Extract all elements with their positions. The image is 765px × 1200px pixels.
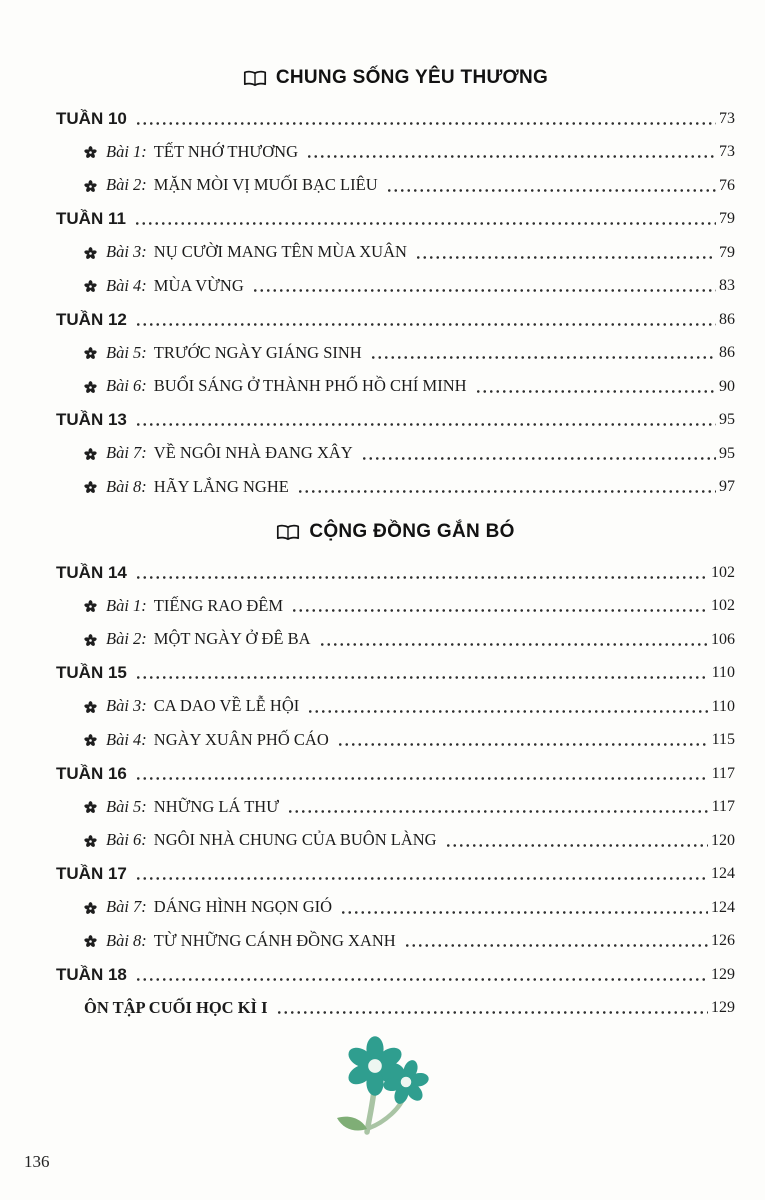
toc-lesson-row <box>56 820 735 854</box>
entry-page-number: 97 <box>719 478 735 495</box>
dot-leader <box>361 456 716 461</box>
entry-page-number: 95 <box>719 411 735 428</box>
toc-lesson-row <box>56 333 735 367</box>
lesson-prefix: Bài 6: <box>106 376 147 395</box>
entry-page-number: 79 <box>719 210 735 227</box>
dot-leader <box>135 776 709 781</box>
week-label: TUẦN 16 <box>56 763 127 783</box>
lesson-prefix: Bài 8: <box>106 476 147 496</box>
flower-bullet-icon <box>84 146 97 159</box>
week-label: TUẦN 13 <box>56 410 127 429</box>
dot-leader <box>291 608 708 613</box>
toc-week-row <box>56 400 735 434</box>
flower-bullet-icon <box>84 448 97 461</box>
dot-leader <box>252 288 716 293</box>
toc-lesson-row <box>56 720 735 754</box>
lesson-title: MÙA VỪNG <box>153 275 244 295</box>
toc-lesson-row <box>56 921 735 955</box>
lesson-title: MỘT NGÀY Ở ĐÊ BA <box>153 629 311 648</box>
toc-week-row <box>56 854 735 888</box>
toc-week-row <box>56 299 735 333</box>
entry-page-number: 117 <box>711 798 735 815</box>
lesson-prefix: Bài 7: <box>106 443 147 462</box>
week-label: TUẦN 15 <box>56 663 127 682</box>
dot-leader <box>297 489 716 494</box>
flower-decoration-graphic <box>323 1032 443 1137</box>
dot-leader <box>340 910 708 915</box>
flower-bullet-icon <box>84 347 97 360</box>
week-label: TUẦN 17 <box>56 864 127 883</box>
entry-page-number: 73 <box>719 109 735 127</box>
lesson-title: CA DAO VỀ LỄ HỘI <box>153 696 300 715</box>
toc-lesson-row <box>56 988 735 1022</box>
lesson-title: NỤ CƯỜI MANG TÊN MÙA XUÂN <box>153 242 407 261</box>
dot-leader <box>135 575 708 580</box>
dot-leader <box>337 742 709 747</box>
section-title <box>56 58 735 98</box>
entry-page-number: 115 <box>711 731 735 748</box>
entry-page-number: 124 <box>711 898 735 916</box>
lesson-title: TRƯỚC NGÀY GIÁNG SINH <box>153 342 362 362</box>
dot-leader <box>319 642 708 647</box>
entry-page-number: 110 <box>711 664 735 681</box>
flower-bullet-icon <box>84 634 97 647</box>
lesson-prefix: Bài 4: <box>106 729 147 749</box>
entry-page-number: 117 <box>711 764 735 782</box>
toc-lesson-row <box>56 619 735 653</box>
lesson-prefix: Bài 7: <box>106 897 147 916</box>
entry-page-number: 126 <box>711 932 735 949</box>
entry-page-number: 129 <box>711 965 735 983</box>
open-book-icon <box>243 70 267 87</box>
dot-leader <box>135 675 709 680</box>
dot-leader <box>370 355 716 360</box>
flower-bullet-icon <box>84 935 97 948</box>
week-label: TUẦN 18 <box>56 964 127 984</box>
flower-decoration <box>323 1032 443 1137</box>
toc-lesson-row <box>56 787 735 821</box>
flower-bullet-icon <box>84 247 97 260</box>
toc-week-row <box>56 552 735 586</box>
flower-bullet-icon <box>84 701 97 714</box>
flower-bullet-icon <box>84 734 97 747</box>
lesson-prefix: Bài 1: <box>106 141 147 161</box>
toc-lesson-row <box>56 887 735 921</box>
lesson-prefix: Bài 2: <box>106 175 147 194</box>
entry-page-number: 106 <box>711 630 735 648</box>
entry-title: ÔN TẬP CUỐI HỌC KÌ I <box>84 997 268 1017</box>
flower-bullet-icon <box>84 381 97 394</box>
toc-lesson-row <box>56 366 735 400</box>
toc-lesson-row <box>56 232 735 266</box>
lesson-prefix: Bài 5: <box>106 796 147 816</box>
dot-leader <box>135 876 708 881</box>
flower-bullet-icon <box>84 835 97 848</box>
lesson-prefix: Bài 2: <box>106 629 147 648</box>
toc-week-row <box>56 954 735 988</box>
dot-leader <box>386 188 716 193</box>
table-of-contents <box>56 58 735 1021</box>
flower-bullet-icon <box>84 902 97 915</box>
flower-bullet-icon <box>84 481 97 494</box>
lesson-title: NGÔI NHÀ CHUNG CỦA BUÔN LÀNG <box>153 830 437 849</box>
lesson-title: BUỔI SÁNG Ở THÀNH PHỐ HỒ CHÍ MINH <box>153 376 467 395</box>
flower-bullet-icon <box>84 801 97 814</box>
toc-week-row <box>56 199 735 233</box>
lesson-title: HÃY LẮNG NGHE <box>153 476 289 496</box>
flower-bullet-icon <box>84 280 97 293</box>
entry-page-number: 86 <box>719 344 735 361</box>
toc-lesson-row <box>56 586 735 620</box>
flower-bullet-icon <box>84 600 97 613</box>
dot-leader <box>135 422 716 427</box>
lesson-title: MẶN MÒI VỊ MUỐI BẠC LIÊU <box>153 175 378 194</box>
toc-lesson-row <box>56 266 735 300</box>
dot-leader <box>134 221 716 226</box>
week-label: TUẦN 10 <box>56 108 127 128</box>
entry-page-number: 79 <box>719 243 735 261</box>
section-title-text: CHUNG SỐNG YÊU THƯƠNG <box>275 67 549 88</box>
entry-page-number: 90 <box>719 377 735 395</box>
lesson-title: TẾT NHỚ THƯƠNG <box>153 141 298 161</box>
lesson-title: DÁNG HÌNH NGỌN GIÓ <box>153 897 333 916</box>
dot-leader <box>276 1010 708 1015</box>
lesson-prefix: Bài 1: <box>106 595 147 615</box>
entry-page-number: 102 <box>711 563 735 581</box>
toc-lesson-row <box>56 165 735 199</box>
dot-leader <box>415 255 716 260</box>
entry-page-number: 73 <box>719 143 735 160</box>
entry-page-number: 102 <box>711 597 735 614</box>
dot-leader <box>135 121 716 126</box>
lesson-prefix: Bài 3: <box>106 242 147 261</box>
lesson-title: NGÀY XUÂN PHỐ CÁO <box>153 729 329 749</box>
lesson-title: TIẾNG RAO ĐÊM <box>153 595 284 615</box>
week-label: TUẦN 11 <box>56 209 126 228</box>
lesson-prefix: Bài 3: <box>106 696 147 715</box>
entry-page-number: 124 <box>711 865 735 882</box>
entry-page-number: 83 <box>719 277 735 294</box>
toc-lesson-row <box>56 433 735 467</box>
lesson-title: NHỮNG LÁ THƯ <box>153 796 280 816</box>
dot-leader <box>135 977 708 982</box>
toc-lesson-row <box>56 467 735 501</box>
entry-page-number: 120 <box>711 831 735 849</box>
toc-lesson-row <box>56 686 735 720</box>
toc-week-row <box>56 653 735 687</box>
entry-page-number: 129 <box>711 999 735 1016</box>
page-number: 136 <box>24 1152 50 1171</box>
lesson-prefix: Bài 6: <box>106 830 147 849</box>
flower-bullet-icon <box>84 180 97 193</box>
entry-page-number: 76 <box>719 176 735 194</box>
entry-page-number: 110 <box>711 697 735 715</box>
week-label: TUẦN 14 <box>56 562 127 582</box>
week-label: TUẦN 12 <box>56 309 127 329</box>
dot-leader <box>445 843 708 848</box>
dot-leader <box>135 322 716 327</box>
dot-leader <box>404 943 708 948</box>
entry-page-number: 95 <box>719 444 735 462</box>
dot-leader <box>287 809 709 814</box>
toc-week-row <box>56 753 735 787</box>
section-title <box>56 512 735 552</box>
lesson-prefix: Bài 8: <box>106 930 147 950</box>
dot-leader <box>307 709 708 714</box>
toc-lesson-row <box>56 132 735 166</box>
entry-page-number: 86 <box>719 310 735 328</box>
lesson-prefix: Bài 5: <box>106 342 147 362</box>
lesson-title: TỪ NHỮNG CÁNH ĐỒNG XANH <box>153 930 396 950</box>
lesson-prefix: Bài 4: <box>106 275 147 295</box>
dot-leader <box>306 154 716 159</box>
toc-week-row <box>56 98 735 132</box>
dot-leader <box>475 389 716 394</box>
section-title-text: CỘNG ĐỒNG GẮN BÓ <box>309 521 515 542</box>
lesson-title: VỀ NGÔI NHÀ ĐANG XÂY <box>153 443 353 462</box>
open-book-icon <box>276 524 300 541</box>
